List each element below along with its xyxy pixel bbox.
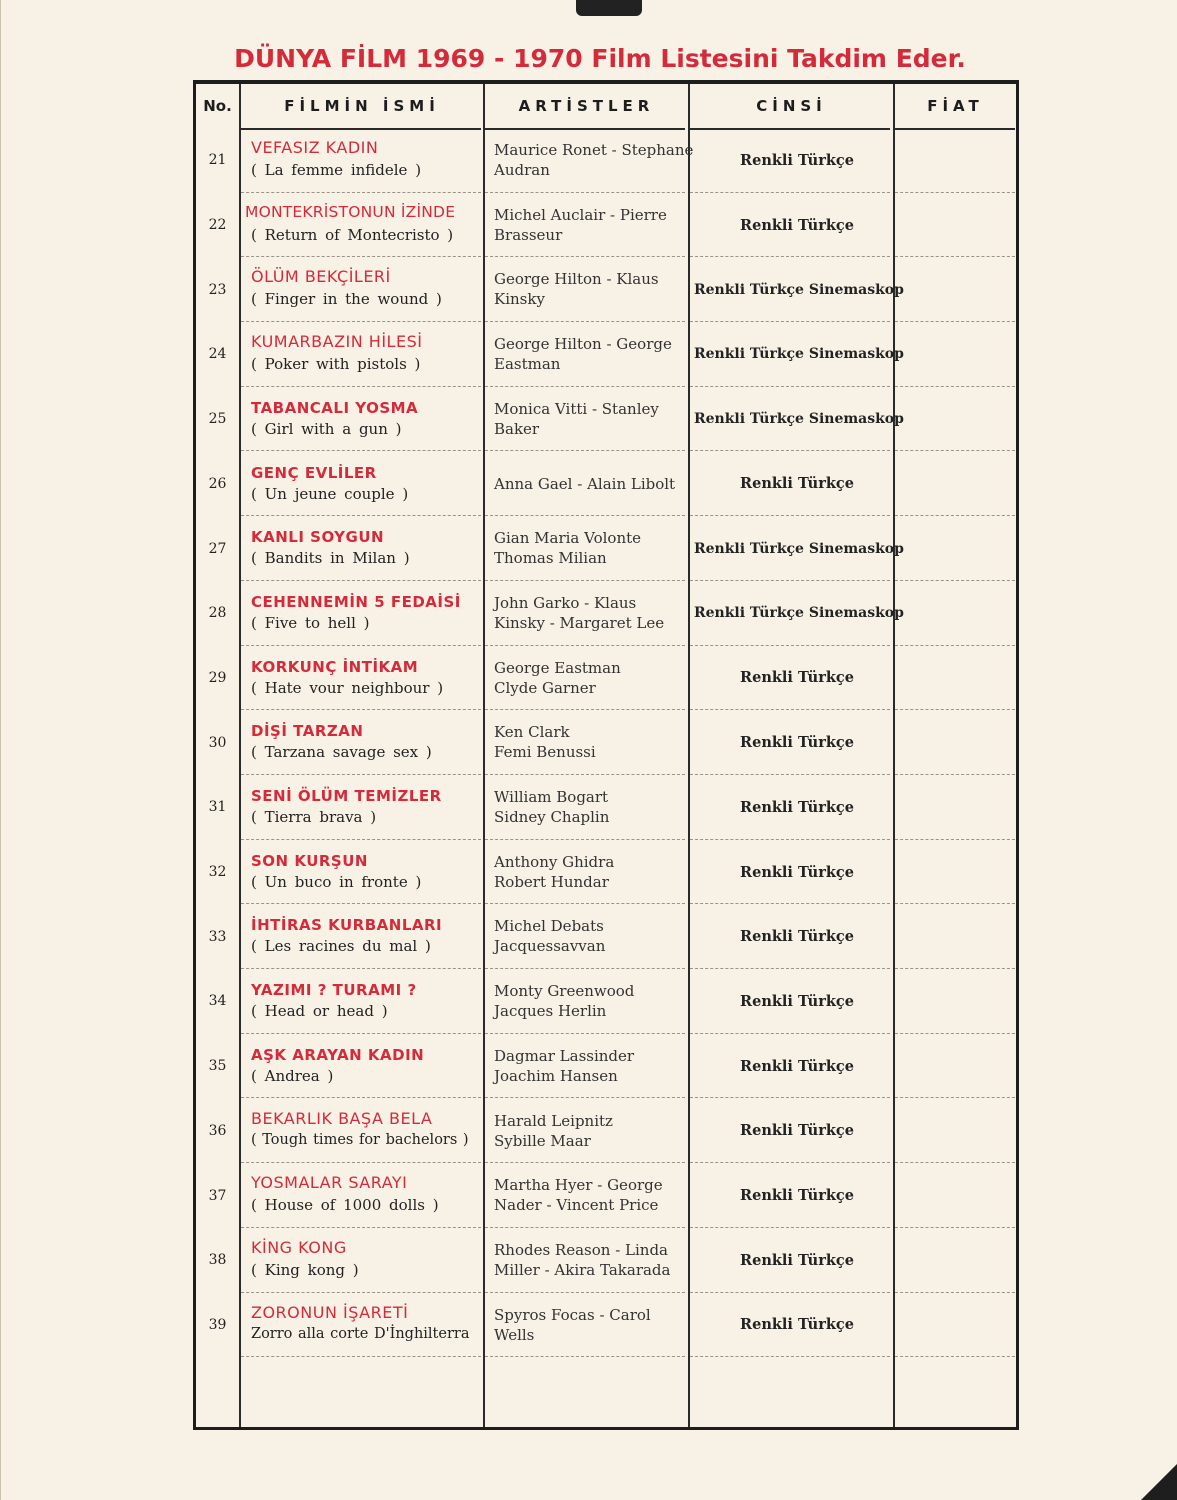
artist-line: Anthony Ghidra bbox=[494, 852, 615, 871]
film-title: ZORONUN İŞARETİ bbox=[251, 1302, 409, 1322]
film-cell bbox=[243, 904, 483, 969]
film-cell bbox=[243, 969, 483, 1034]
price-cell bbox=[898, 128, 1016, 193]
film-title: SENİ ÖLÜM TEMİZLER bbox=[251, 787, 442, 805]
film-type: Renkli Türkçe bbox=[740, 1122, 854, 1140]
artist-line: Wells bbox=[494, 1325, 535, 1344]
artists-cell bbox=[494, 452, 694, 517]
film-type: Renkli Türkçe bbox=[740, 734, 854, 752]
film-type: Renkli Türkçe bbox=[740, 928, 854, 946]
film-type: Renkli Türkçe bbox=[740, 1316, 854, 1334]
film-cell bbox=[243, 128, 483, 193]
film-original-title: ( Five to hell ) bbox=[251, 613, 370, 632]
film-cell bbox=[243, 646, 483, 711]
table-row bbox=[196, 1099, 1016, 1164]
film-title: KİNG KONG bbox=[251, 1237, 347, 1257]
artist-line: George Eastman bbox=[494, 658, 621, 677]
header-artists: ARTİSTLER bbox=[518, 97, 655, 115]
film-original-title: ( Tough times for bachelors ) bbox=[251, 1131, 469, 1148]
price-cell bbox=[898, 904, 1016, 969]
film-original-title: ( Un jeune couple ) bbox=[251, 484, 409, 503]
artist-line: Baker bbox=[494, 419, 540, 438]
price-cell bbox=[898, 1163, 1016, 1228]
row-number: 22 bbox=[208, 217, 227, 234]
price-cell bbox=[898, 387, 1016, 452]
price-cell bbox=[898, 257, 1016, 322]
film-cell bbox=[243, 387, 483, 452]
price-cell bbox=[898, 322, 1016, 387]
row-number: 33 bbox=[208, 928, 227, 945]
film-title: GENÇ EVLİLER bbox=[251, 463, 377, 482]
film-title: AŞK ARAYAN KADIN bbox=[251, 1045, 425, 1064]
film-title: DİŞİ TARZAN bbox=[251, 722, 364, 741]
price-cell bbox=[898, 710, 1016, 775]
table-row bbox=[196, 775, 1016, 840]
film-title: İHTİRAS KURBANLARI bbox=[251, 916, 443, 935]
row-number: 35 bbox=[208, 1058, 227, 1075]
artist-line: Audran bbox=[494, 161, 550, 179]
row-number: 38 bbox=[208, 1252, 227, 1269]
artist-line: Maurice Ronet - Stephane bbox=[494, 141, 694, 159]
film-type: Renkli Türkçe bbox=[740, 1057, 854, 1075]
artist-line: Clyde Garner bbox=[494, 678, 596, 697]
artist-line: Sidney Chaplin bbox=[494, 808, 610, 826]
price-cell bbox=[898, 775, 1016, 840]
film-type: Renkli Türkçe Sinemaskop bbox=[694, 346, 904, 363]
table-row bbox=[196, 452, 1016, 517]
film-original-title: ( Head or head ) bbox=[251, 1002, 388, 1021]
table-row bbox=[196, 322, 1016, 387]
artists-cell bbox=[494, 840, 694, 905]
row-divider bbox=[690, 1356, 890, 1357]
table-row bbox=[196, 193, 1016, 258]
table-row bbox=[196, 257, 1016, 322]
table-row bbox=[196, 646, 1016, 711]
film-type: Renkli Türkçe bbox=[740, 475, 854, 493]
price-cell bbox=[898, 1293, 1016, 1358]
header-no: No. bbox=[203, 97, 232, 115]
header-type: CİNSİ bbox=[756, 97, 827, 115]
film-original-title: ( Tarzana savage sex ) bbox=[251, 743, 432, 762]
film-cell bbox=[243, 1034, 483, 1099]
artists-cell bbox=[494, 710, 694, 775]
artist-line: Martha Hyer - George bbox=[494, 1176, 663, 1195]
row-number: 37 bbox=[208, 1187, 227, 1204]
artists-cell bbox=[494, 1293, 694, 1358]
film-type: Renkli Türkçe Sinemaskop bbox=[694, 411, 904, 428]
row-number: 39 bbox=[208, 1316, 227, 1333]
artist-line: Harald Leipnitz bbox=[494, 1111, 613, 1130]
artists-cell bbox=[494, 1163, 694, 1228]
row-divider bbox=[241, 1356, 481, 1357]
artist-line: Eastman bbox=[494, 355, 561, 374]
row-number: 24 bbox=[208, 346, 227, 363]
table-row bbox=[196, 969, 1016, 1034]
row-divider bbox=[895, 1356, 1015, 1357]
table-row bbox=[196, 387, 1016, 452]
artists-cell bbox=[494, 516, 694, 581]
table-row bbox=[196, 710, 1016, 775]
table-row bbox=[196, 1163, 1016, 1228]
artists-cell bbox=[494, 1099, 694, 1164]
row-number: 21 bbox=[208, 152, 227, 169]
artist-line: Joachim Hansen bbox=[494, 1066, 618, 1085]
film-cell bbox=[243, 516, 483, 581]
film-title: KUMARBAZIN HİLESİ bbox=[251, 332, 423, 352]
artist-line: Jacquessavvan bbox=[494, 937, 606, 956]
artist-line: Ken Clark bbox=[494, 723, 570, 742]
artist-line: Rhodes Reason - Linda bbox=[494, 1240, 669, 1259]
film-title: VEFASIZ KADIN bbox=[251, 138, 379, 157]
artist-line: Jacques Herlin bbox=[494, 1002, 607, 1021]
artist-line: Monty Greenwood bbox=[494, 982, 635, 1001]
artist-line: Dagmar Lassinder bbox=[494, 1046, 635, 1065]
artist-line: Spyros Focas - Carol bbox=[494, 1305, 651, 1324]
row-number: 25 bbox=[208, 411, 227, 428]
artists-cell bbox=[494, 775, 694, 840]
row-number: 34 bbox=[208, 993, 227, 1010]
film-cell bbox=[243, 1099, 483, 1164]
film-type: Renkli Türkçe bbox=[740, 216, 854, 234]
row-number: 27 bbox=[208, 540, 227, 557]
film-title: BEKARLIK BAŞA BELA bbox=[251, 1108, 433, 1128]
artist-line: Monica Vitti - Stanley bbox=[494, 399, 659, 418]
table-row bbox=[196, 516, 1016, 581]
page-title: DÜNYA FİLM 1969 - 1970 Film Listesini Takdim Eder. bbox=[234, 44, 966, 73]
film-original-title: ( Un buco in fronte ) bbox=[251, 872, 422, 891]
film-type: Renkli Türkçe Sinemaskop bbox=[694, 281, 904, 298]
artist-line: Nader - Vincent Price bbox=[494, 1196, 659, 1215]
film-list-table bbox=[193, 80, 1019, 1430]
film-title: YOSMALAR SARAYI bbox=[251, 1173, 408, 1193]
row-number: 32 bbox=[208, 864, 227, 881]
film-title: YAZIMI ? TURAMI ? bbox=[251, 981, 417, 1000]
artists-cell bbox=[494, 904, 694, 969]
film-type: Renkli Türkçe Sinemaskop bbox=[694, 540, 904, 557]
artists-cell bbox=[494, 969, 694, 1034]
artist-line: Anna Gael - Alain Libolt bbox=[494, 474, 676, 493]
film-type: Renkli Türkçe bbox=[740, 992, 854, 1010]
row-number: 28 bbox=[208, 605, 227, 622]
film-original-title: ( Poker with pistols ) bbox=[251, 355, 421, 374]
film-type: Renkli Türkçe bbox=[740, 1187, 854, 1205]
artist-line: John Garko - Klaus bbox=[494, 593, 637, 612]
artist-line: Kinsky - Margaret Lee bbox=[494, 613, 665, 632]
artist-line: Michel Auclair - Pierre bbox=[494, 205, 667, 224]
artist-line: Sybille Maar bbox=[494, 1131, 591, 1150]
price-cell bbox=[898, 1034, 1016, 1099]
film-original-title: ( King kong ) bbox=[251, 1260, 359, 1279]
artists-cell bbox=[494, 387, 694, 452]
film-cell bbox=[243, 775, 483, 840]
film-type: Renkli Türkçe bbox=[740, 669, 854, 687]
film-original-title: ( Bandits in Milan ) bbox=[251, 549, 410, 568]
artist-line: Kinsky bbox=[494, 290, 545, 309]
row-number: 23 bbox=[208, 281, 227, 298]
table-row bbox=[196, 1228, 1016, 1293]
table-row bbox=[196, 904, 1016, 969]
film-original-title: ( Andrea ) bbox=[251, 1066, 334, 1085]
artist-line: Miller - Akira Takarada bbox=[494, 1260, 671, 1279]
film-title: KORKUNÇ İNTİKAM bbox=[251, 657, 419, 676]
film-title: ÖLÜM BEKÇİLERİ bbox=[251, 267, 391, 287]
film-cell bbox=[243, 193, 483, 258]
film-cell bbox=[243, 1293, 483, 1358]
film-type: Renkli Türkçe bbox=[740, 151, 854, 169]
film-cell bbox=[243, 581, 483, 646]
artist-line: George Hilton - George bbox=[494, 335, 672, 354]
film-original-title: ( La femme infidele ) bbox=[251, 161, 422, 179]
row-number: 36 bbox=[208, 1122, 227, 1139]
film-cell bbox=[243, 1228, 483, 1293]
artist-line: William Bogart bbox=[494, 788, 609, 806]
film-cell bbox=[243, 452, 483, 517]
price-cell bbox=[898, 1099, 1016, 1164]
film-type: Renkli Türkçe bbox=[740, 863, 854, 881]
row-number: 31 bbox=[208, 799, 227, 816]
film-title: CEHENNEMİN 5 FEDAİSİ bbox=[251, 592, 461, 611]
table-row bbox=[196, 1293, 1016, 1358]
artists-cell bbox=[494, 128, 694, 193]
film-original-title: ( House of 1000 dolls ) bbox=[251, 1196, 439, 1215]
artists-cell bbox=[494, 646, 694, 711]
film-original-title: ( Finger in the wound ) bbox=[251, 290, 442, 309]
film-original-title: ( Hate vour neighbour ) bbox=[251, 678, 444, 697]
header-price: FİAT bbox=[927, 97, 984, 115]
film-cell bbox=[243, 322, 483, 387]
film-type: Renkli Türkçe bbox=[740, 1251, 854, 1269]
binder-tab bbox=[576, 0, 642, 16]
film-original-title: Zorro alla corte D'İnghilterra bbox=[251, 1325, 470, 1342]
artists-cell bbox=[494, 257, 694, 322]
artist-line: Femi Benussi bbox=[494, 743, 596, 762]
film-original-title: ( Return of Montecristo ) bbox=[251, 225, 454, 244]
table-row bbox=[196, 840, 1016, 905]
film-title: MONTEKRİSTONUN İZİNDE bbox=[245, 202, 456, 221]
film-type: Renkli Türkçe bbox=[740, 798, 854, 816]
artist-line: Robert Hundar bbox=[494, 872, 609, 891]
header-film-name: FİLMİN İSMİ bbox=[284, 97, 440, 115]
price-cell bbox=[898, 581, 1016, 646]
table-row bbox=[196, 581, 1016, 646]
artists-cell bbox=[494, 1034, 694, 1099]
artists-cell bbox=[494, 581, 694, 646]
price-cell bbox=[898, 516, 1016, 581]
film-original-title: ( Les racines du mal ) bbox=[251, 937, 431, 956]
artists-cell bbox=[494, 1228, 694, 1293]
film-cell bbox=[243, 840, 483, 905]
film-cell bbox=[243, 710, 483, 775]
artist-line: Gian Maria Volonte bbox=[494, 529, 642, 548]
artists-cell bbox=[494, 322, 694, 387]
film-title: SON KURŞUN bbox=[251, 851, 368, 870]
row-number: 26 bbox=[208, 475, 227, 492]
row-number: 29 bbox=[208, 669, 227, 686]
table-row bbox=[196, 1034, 1016, 1099]
artist-line: Michel Debats bbox=[494, 917, 604, 936]
film-title: KANLI SOYGUN bbox=[251, 528, 385, 547]
price-cell bbox=[898, 840, 1016, 905]
film-title: TABANCALI YOSMA bbox=[251, 398, 419, 417]
table-row bbox=[196, 128, 1016, 193]
film-cell bbox=[243, 257, 483, 322]
price-cell bbox=[898, 646, 1016, 711]
row-divider bbox=[485, 1356, 685, 1357]
artists-cell bbox=[494, 193, 694, 258]
film-original-title: ( Tierra brava ) bbox=[251, 808, 377, 826]
page-corner bbox=[1141, 1464, 1177, 1500]
price-cell bbox=[898, 1228, 1016, 1293]
artist-line: Thomas Milian bbox=[494, 549, 607, 568]
film-type: Renkli Türkçe Sinemaskop bbox=[694, 605, 904, 622]
price-cell bbox=[898, 969, 1016, 1034]
artist-line: Brasseur bbox=[494, 225, 563, 244]
film-cell bbox=[243, 1163, 483, 1228]
artist-line: George Hilton - Klaus bbox=[494, 270, 659, 289]
price-cell bbox=[898, 193, 1016, 258]
row-number: 30 bbox=[208, 734, 227, 751]
price-cell bbox=[898, 452, 1016, 517]
film-original-title: ( Girl with a gun ) bbox=[251, 419, 402, 438]
